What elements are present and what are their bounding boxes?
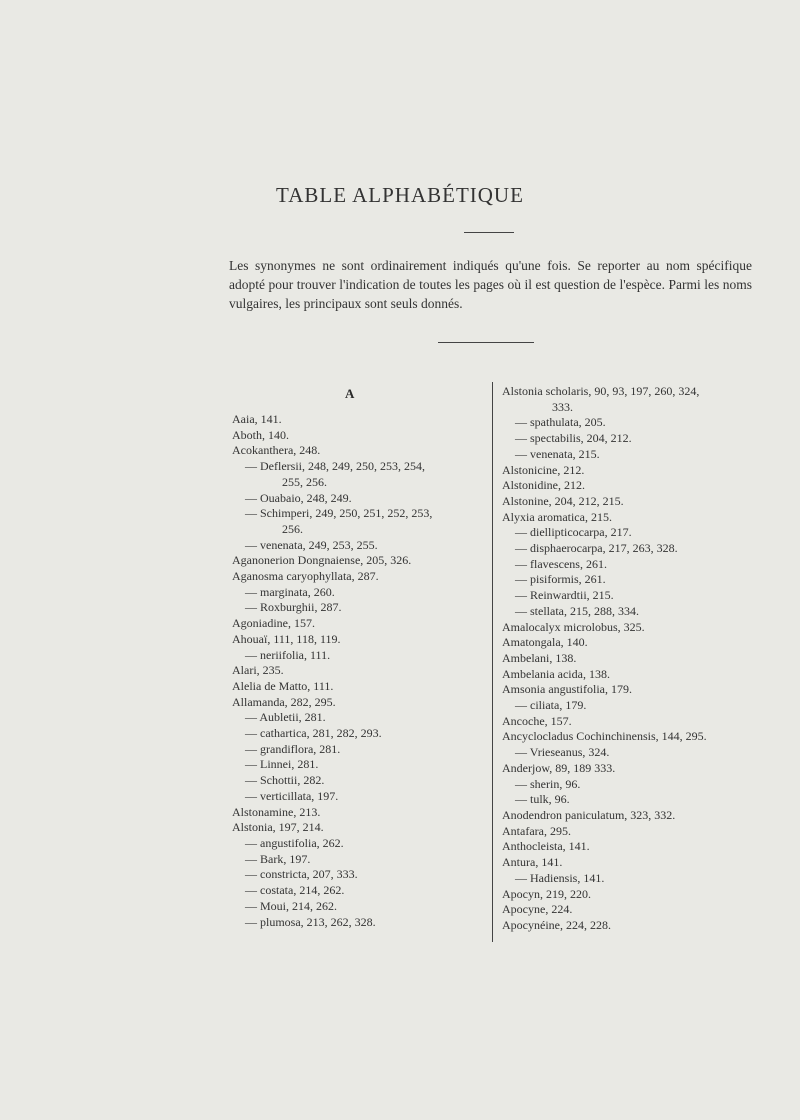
index-entry: — venenata, 249, 253, 255. xyxy=(245,537,378,552)
index-entry: — venenata, 215. xyxy=(515,446,600,461)
index-entry: — Ouabaio, 248, 249. xyxy=(245,490,352,505)
index-entry: Alstonia, 197, 214. xyxy=(232,820,324,835)
index-entry: Apocyne, 224. xyxy=(502,902,573,917)
index-entry: Ambelani, 138. xyxy=(502,650,577,665)
index-column-left xyxy=(232,412,487,930)
index-entry: — Schimperi, 249, 250, 251, 252, 253, xyxy=(245,506,433,521)
index-entry: 255, 256. xyxy=(282,474,327,489)
index-entry: — Deflersii, 248, 249, 250, 253, 254, xyxy=(245,459,425,474)
index-entry: — spectabilis, 204, 212. xyxy=(515,431,632,446)
index-entry: Amalocalyx microlobus, 325. xyxy=(502,619,645,634)
index-entry: Antura, 141. xyxy=(502,855,563,870)
index-entry: Alari, 235. xyxy=(232,663,284,678)
index-entry: — Vrieseanus, 324. xyxy=(515,745,610,760)
index-entry: Alstonicine, 212. xyxy=(502,462,585,477)
index-column-right xyxy=(502,384,758,934)
index-entry: — grandiflora, 281. xyxy=(245,741,341,756)
index-entry: Acokanthera, 248. xyxy=(232,443,321,458)
index-entry: Ancyclocladus Cochinchinensis, 144, 295. xyxy=(502,729,707,744)
index-entry: — plumosa, 213, 262, 328. xyxy=(245,914,376,929)
index-entry: Alstonamine, 213. xyxy=(232,804,321,819)
index-entry: — stellata, 215, 288, 334. xyxy=(515,603,639,618)
index-entry: — pisiformis, 261. xyxy=(515,572,606,587)
index-entry: — Aubletii, 281. xyxy=(245,710,326,725)
index-entry: — sherin, 96. xyxy=(515,776,581,791)
index-entry: Amatongala, 140. xyxy=(502,635,588,650)
index-entry: Allamanda, 282, 295. xyxy=(232,694,336,709)
index-entry: — constricta, 207, 333. xyxy=(245,867,358,882)
column-divider xyxy=(492,382,493,942)
index-entry: — Reinwardtii, 215. xyxy=(515,588,614,603)
section-rule xyxy=(438,342,534,343)
index-entry: Ancoche, 157. xyxy=(502,713,572,728)
index-entry: Anthocleista, 141. xyxy=(502,839,590,854)
index-entry: Alstonidine, 212. xyxy=(502,478,585,493)
index-entry: — ciliata, 179. xyxy=(515,698,587,713)
index-entry: — costata, 214, 262. xyxy=(245,883,345,898)
index-entry: — marginata, 260. xyxy=(245,584,335,599)
index-entry: Aboth, 140. xyxy=(232,427,289,442)
index-entry: 333. xyxy=(552,399,573,414)
index-entry: — angustifolia, 262. xyxy=(245,835,344,850)
index-entry: — cathartica, 281, 282, 293. xyxy=(245,726,382,741)
index-entry: — disphaerocarpa, 217, 263, 328. xyxy=(515,541,678,556)
index-entry: — Bark, 197. xyxy=(245,851,311,866)
index-entry: Apocyn, 219, 220. xyxy=(502,886,591,901)
index-entry: — Hadiensis, 141. xyxy=(515,870,605,885)
index-entry: Aaia, 141. xyxy=(232,412,282,426)
index-entry: Agoniadine, 157. xyxy=(232,616,315,631)
index-entry: Apocynéine, 224, 228. xyxy=(502,917,611,932)
index-entry: — Roxburghii, 287. xyxy=(245,600,342,615)
index-entry: Antafara, 295. xyxy=(502,823,571,838)
index-entry: Anderjow, 89, 189 333. xyxy=(502,760,616,775)
index-entry: 256. xyxy=(282,521,303,536)
index-entry: — spathulata, 205. xyxy=(515,415,606,430)
page-title: TABLE ALPHABÉTIQUE xyxy=(276,183,524,207)
index-entry: — flavescens, 261. xyxy=(515,556,607,571)
index-entry: — Moui, 214, 262. xyxy=(245,898,338,913)
intro-paragraph: Les synonymes ne sont ordinairement indiqués qu'une fois. Se reporter au nom spécifique adopté pour trouver l'indication de toutes les pages où il est question de l'espèce. Parmi les noms vulgaires, les principaux sont seuls donnés. xyxy=(229,258,752,311)
index-entry: Ambelania acida, 138. xyxy=(502,666,610,681)
index-entry: Aganosma caryophyllata, 287. xyxy=(232,569,379,584)
index-entry: Amsonia angustifolia, 179. xyxy=(502,682,632,697)
index-entry: Alstonine, 204, 212, 215. xyxy=(502,493,624,508)
index-entry: — neriifolia, 111. xyxy=(245,647,331,662)
index-entry: Anodendron paniculatum, 323, 332. xyxy=(502,807,676,822)
index-entry: Aganonerion Dongnaiense, 205, 326. xyxy=(232,553,412,568)
index-entry: Alyxia aromatica, 215. xyxy=(502,509,612,524)
index-entry: Ahouaï, 111, 118, 119. xyxy=(232,631,341,646)
index-entry: — verticillata, 197. xyxy=(245,788,339,803)
title-rule xyxy=(464,232,514,233)
index-entry: — Schottii, 282. xyxy=(245,773,325,788)
index-entry: Alstonia scholaris, 90, 93, 197, 260, 324, xyxy=(502,384,700,398)
index-entry: Alelia de Matto, 111. xyxy=(232,678,334,693)
index-entry: — Linnei, 281. xyxy=(245,757,319,772)
index-entry: — tulk, 96. xyxy=(515,792,570,807)
index-entry: — diellipticocarpa, 217. xyxy=(515,525,632,540)
section-letter: A xyxy=(345,386,355,401)
